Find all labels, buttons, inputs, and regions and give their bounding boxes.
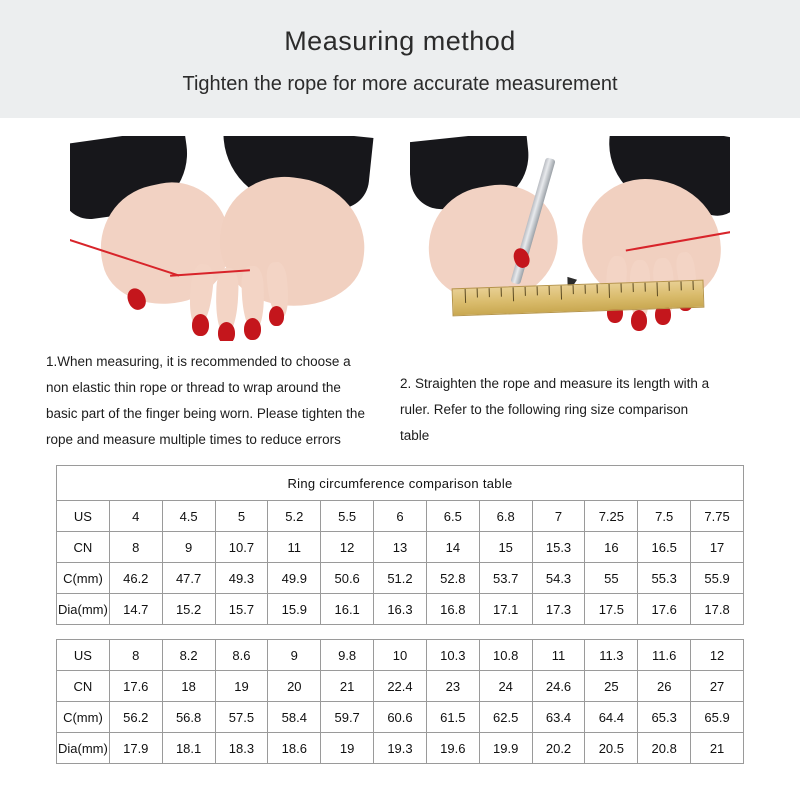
nail-shape [269, 306, 284, 326]
cell: 47.7 [162, 563, 215, 594]
cell: 27 [691, 671, 744, 702]
cell: 49.3 [215, 563, 268, 594]
cell: 7 [532, 501, 585, 532]
cell: 18 [162, 671, 215, 702]
cell: 56.2 [109, 702, 162, 733]
cell: 18.6 [268, 733, 321, 764]
cell: 14 [426, 532, 479, 563]
table-row [57, 671, 744, 702]
cell: 52.8 [426, 563, 479, 594]
caption-step-1: 1.When measuring, it is recommended to choose a non elastic thin rope or thread to wrap around the basic part of the finger being worn. Please tighten the rope and measure multiple times to reduce errors [46, 354, 365, 447]
cell: 21 [321, 671, 374, 702]
cell: 11.3 [585, 640, 638, 671]
cell: 14.7 [109, 594, 162, 625]
cell: 17.6 [638, 594, 691, 625]
table-row [57, 702, 744, 733]
cell: 17.8 [691, 594, 744, 625]
table-spacer [57, 625, 744, 640]
cell: 17.6 [109, 671, 162, 702]
table-row [57, 594, 744, 625]
cell: 10.7 [215, 532, 268, 563]
cell: 19 [215, 671, 268, 702]
cell: 9 [268, 640, 321, 671]
table-row [57, 501, 744, 532]
cell: 53.7 [479, 563, 532, 594]
cell: 46.2 [109, 563, 162, 594]
table-row [57, 640, 744, 671]
cell: 51.2 [374, 563, 427, 594]
cell: 7.25 [585, 501, 638, 532]
cell: 17 [691, 532, 744, 563]
header [0, 0, 800, 118]
row-label: C(mm) [57, 563, 110, 594]
cell: 20 [268, 671, 321, 702]
cell: 16.5 [638, 532, 691, 563]
nail-shape [192, 314, 209, 336]
cell: 8.2 [162, 640, 215, 671]
cell: 16.3 [374, 594, 427, 625]
cell: 15.3 [532, 532, 585, 563]
cell: 5 [215, 501, 268, 532]
cell: 13 [374, 532, 427, 563]
cell: 10 [374, 640, 427, 671]
cell: 20.2 [532, 733, 585, 764]
cell: 55.3 [638, 563, 691, 594]
cell: 19.6 [426, 733, 479, 764]
cell: 19 [321, 733, 374, 764]
cell: 50.6 [321, 563, 374, 594]
row-label: US [57, 501, 110, 532]
cell: 12 [691, 640, 744, 671]
cell: 24.6 [532, 671, 585, 702]
row-label: CN [57, 532, 110, 563]
cell: 4.5 [162, 501, 215, 532]
table-title: Ring circumference comparison table [57, 466, 744, 501]
cell: 22.4 [374, 671, 427, 702]
cell: 10.8 [479, 640, 532, 671]
cell: 15.9 [268, 594, 321, 625]
cell: 4 [109, 501, 162, 532]
cell: 6 [374, 501, 427, 532]
cell: 17.1 [479, 594, 532, 625]
cell: 17.5 [585, 594, 638, 625]
table-row [57, 733, 744, 764]
row-label: Dia(mm) [57, 594, 110, 625]
caption-row [0, 341, 800, 453]
cell: 11.6 [638, 640, 691, 671]
cell: 64.4 [585, 702, 638, 733]
cell: 16.1 [321, 594, 374, 625]
bottom-spacer [0, 764, 800, 780]
cell: 6.5 [426, 501, 479, 532]
cell: 56.8 [162, 702, 215, 733]
cell: 11 [268, 532, 321, 563]
nail-shape [631, 310, 647, 331]
cell: 20.8 [638, 733, 691, 764]
row-label: C(mm) [57, 702, 110, 733]
table-row [57, 532, 744, 563]
cell: 6.8 [479, 501, 532, 532]
cell: 19.9 [479, 733, 532, 764]
cell: 7.75 [691, 501, 744, 532]
row-label: Dia(mm) [57, 733, 110, 764]
cell: 61.5 [426, 702, 479, 733]
caption-step-2: 2. Straighten the rope and measure its length with a ruler. Refer to the following ring size comparison table [400, 376, 710, 443]
cell: 25 [585, 671, 638, 702]
nail-shape [218, 322, 235, 341]
size-table-wrapper [0, 453, 800, 764]
cell: 49.9 [268, 563, 321, 594]
nail-shape [244, 318, 261, 340]
table-title-row [57, 466, 744, 501]
cell: 60.6 [374, 702, 427, 733]
cell: 58.4 [268, 702, 321, 733]
cell: 26 [638, 671, 691, 702]
cell: 8.6 [215, 640, 268, 671]
cell: 16 [585, 532, 638, 563]
cell: 19.3 [374, 733, 427, 764]
cell: 8 [109, 532, 162, 563]
cell: 15 [479, 532, 532, 563]
cell: 9.8 [321, 640, 374, 671]
cell: 24 [479, 671, 532, 702]
cell: 5.5 [321, 501, 374, 532]
cell: 65.9 [691, 702, 744, 733]
photo-rope-around-finger [70, 136, 390, 341]
cell: 8 [109, 640, 162, 671]
cell: 15.2 [162, 594, 215, 625]
cell: 18.3 [215, 733, 268, 764]
cell: 7.5 [638, 501, 691, 532]
cell: 16.8 [426, 594, 479, 625]
cell: 57.5 [215, 702, 268, 733]
cell: 10.3 [426, 640, 479, 671]
page-title: Measuring method [284, 26, 516, 56]
cell: 17.3 [532, 594, 585, 625]
cell: 23 [426, 671, 479, 702]
cell: 15.7 [215, 594, 268, 625]
ring-size-table [56, 465, 744, 764]
cell: 63.4 [532, 702, 585, 733]
cell: 17.9 [109, 733, 162, 764]
page-subtitle: Tighten the rope for more accurate measurement [182, 73, 618, 95]
photo-row [0, 118, 800, 341]
cell: 11 [532, 640, 585, 671]
table-row [57, 563, 744, 594]
cell: 55.9 [691, 563, 744, 594]
cell: 59.7 [321, 702, 374, 733]
cell: 18.1 [162, 733, 215, 764]
cell: 65.3 [638, 702, 691, 733]
cell: 21 [691, 733, 744, 764]
cell: 62.5 [479, 702, 532, 733]
cell: 5.2 [268, 501, 321, 532]
row-label: US [57, 640, 110, 671]
row-label: CN [57, 671, 110, 702]
cell: 20.5 [585, 733, 638, 764]
cell: 12 [321, 532, 374, 563]
cell: 54.3 [532, 563, 585, 594]
photo-ruler-measure [410, 136, 730, 341]
cell: 55 [585, 563, 638, 594]
cell: 9 [162, 532, 215, 563]
